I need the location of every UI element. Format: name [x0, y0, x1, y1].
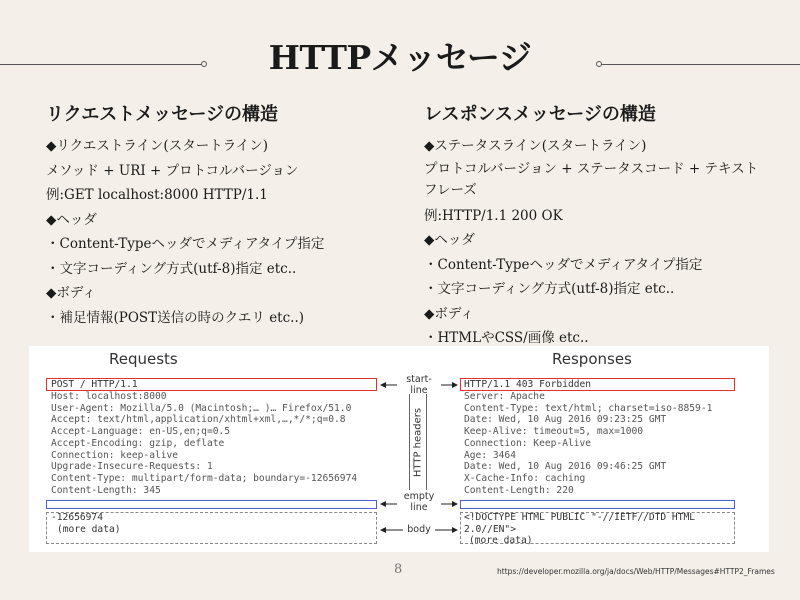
request-line: ・Content-Typeヘッダでメディアタイプ指定: [46, 236, 325, 252]
response-header-line: Date: Wed, 10 Aug 2016 09:23:25 GMT: [464, 414, 667, 426]
request-header-line: Content-Length: 345: [51, 484, 161, 496]
responses-title: Responses: [552, 350, 632, 368]
response-header-line: Date: Wed, 10 Aug 2016 09:46:25 GMT: [464, 461, 667, 473]
response-header-line: Keep-Alive: timeout=5, max=1000: [464, 426, 644, 438]
slide-title: HTTPメッセージ: [268, 38, 532, 77]
request-line: ・文字コーディング方式(utf-8)指定 etc..: [46, 260, 297, 277]
http-message-diagram: [29, 346, 769, 552]
request-heading: リクエストメッセージの構造: [46, 104, 279, 125]
request-header-line: User-Agent: Mozilla/5.0 (Macintosh;… )… Firefox/51.0: [51, 402, 352, 414]
title-ornament-left: [201, 61, 207, 67]
response-header-line: Content-Length: 220: [464, 484, 574, 496]
response-heading: レスポンスメッセージの構造: [424, 104, 656, 125]
response-start-line: HTTP/1.1 403 Forbidden: [464, 379, 592, 390]
response-body-line: 2.0//EN">: [464, 523, 516, 535]
response-line: ・HTMLやCSS/画像 etc..: [424, 330, 589, 346]
response-line: ・Content-Typeヘッダでメディアタイプ指定: [424, 256, 703, 273]
request-header-line: Connection: keep-alive: [51, 449, 179, 461]
request-line: ◆リクエストライン(スタートライン): [46, 138, 269, 154]
response-line: プロトコルバージョン + ステータスコード + テキストフレーズ: [424, 160, 759, 198]
request-header-line: Accept-Encoding: gzip, deflate: [51, 437, 225, 449]
request-line: 例:GET localhost:8000 HTTP/1.1: [46, 187, 268, 203]
http-headers-label: HTTP headers: [412, 407, 424, 478]
request-header-line: Content-Type: multipart/form-data; boundary=-12656974: [51, 472, 358, 484]
request-line: ◆ヘッダ: [46, 211, 97, 228]
title-rule-left: [0, 64, 202, 65]
response-line: ◆ヘッダ: [424, 232, 475, 248]
response-header-line: X-Cache-Info: caching: [464, 472, 586, 484]
page-number: 8: [394, 562, 403, 577]
start-line-label: start- line: [406, 374, 432, 396]
request-line: メソッド + URI + プロトコルバージョン: [46, 162, 299, 179]
response-body-line: (more data): [469, 535, 533, 547]
request-start-line: POST / HTTP/1.1: [51, 379, 138, 390]
response-header-line: Age: 3464: [464, 449, 516, 461]
request-header-line: Accept-Language: en-US,en;q=0.5: [51, 426, 231, 438]
body-label: body: [407, 524, 431, 535]
request-structure-section: [46, 100, 386, 330]
request-header-line: Host: localhost:8000: [51, 391, 167, 402]
request-header-line: Accept: text/html,application/xhtml+xml,…,*/*;q=0.8: [51, 414, 346, 426]
request-header-line: Upgrade-Insecure-Requests: 1: [51, 461, 213, 473]
request-body-line: (more data): [57, 524, 121, 535]
diagram-arrows: [29, 346, 769, 552]
title-rule-right: [600, 64, 800, 65]
response-header-line: Content-Type: text/html; charset=iso-8859-1: [464, 402, 713, 414]
response-line: ・文字コーディング方式(utf-8)指定 etc..: [424, 281, 675, 297]
source-url[interactable]: https://developer.mozilla.org/ja/docs/Web/HTTP/Messages#HTTP2_Frames: [497, 567, 775, 576]
title-ornament-right: [596, 61, 602, 67]
request-line: ◆ボディ: [46, 285, 96, 301]
request-body-line: -12656974: [51, 512, 103, 523]
requests-title: Requests: [109, 350, 178, 368]
response-line: 例:HTTP/1.1 200 OK: [424, 207, 563, 224]
response-line: ◆ボディ: [424, 305, 474, 322]
response-header-line: Connection: Keep-Alive: [464, 437, 592, 449]
response-structure-section: [424, 100, 774, 351]
empty-line-label: empty line: [403, 491, 435, 513]
response-line: ◆ステータスライン(スタートライン): [424, 138, 647, 154]
response-body-line: <!DOCTYPE HTML PUBLIC "-//IETF//DTD HTML: [464, 512, 696, 523]
request-line: ・補足情報(POST送信の時のクエリ etc..): [46, 309, 305, 326]
response-header-line: Server: Apache: [464, 391, 545, 402]
